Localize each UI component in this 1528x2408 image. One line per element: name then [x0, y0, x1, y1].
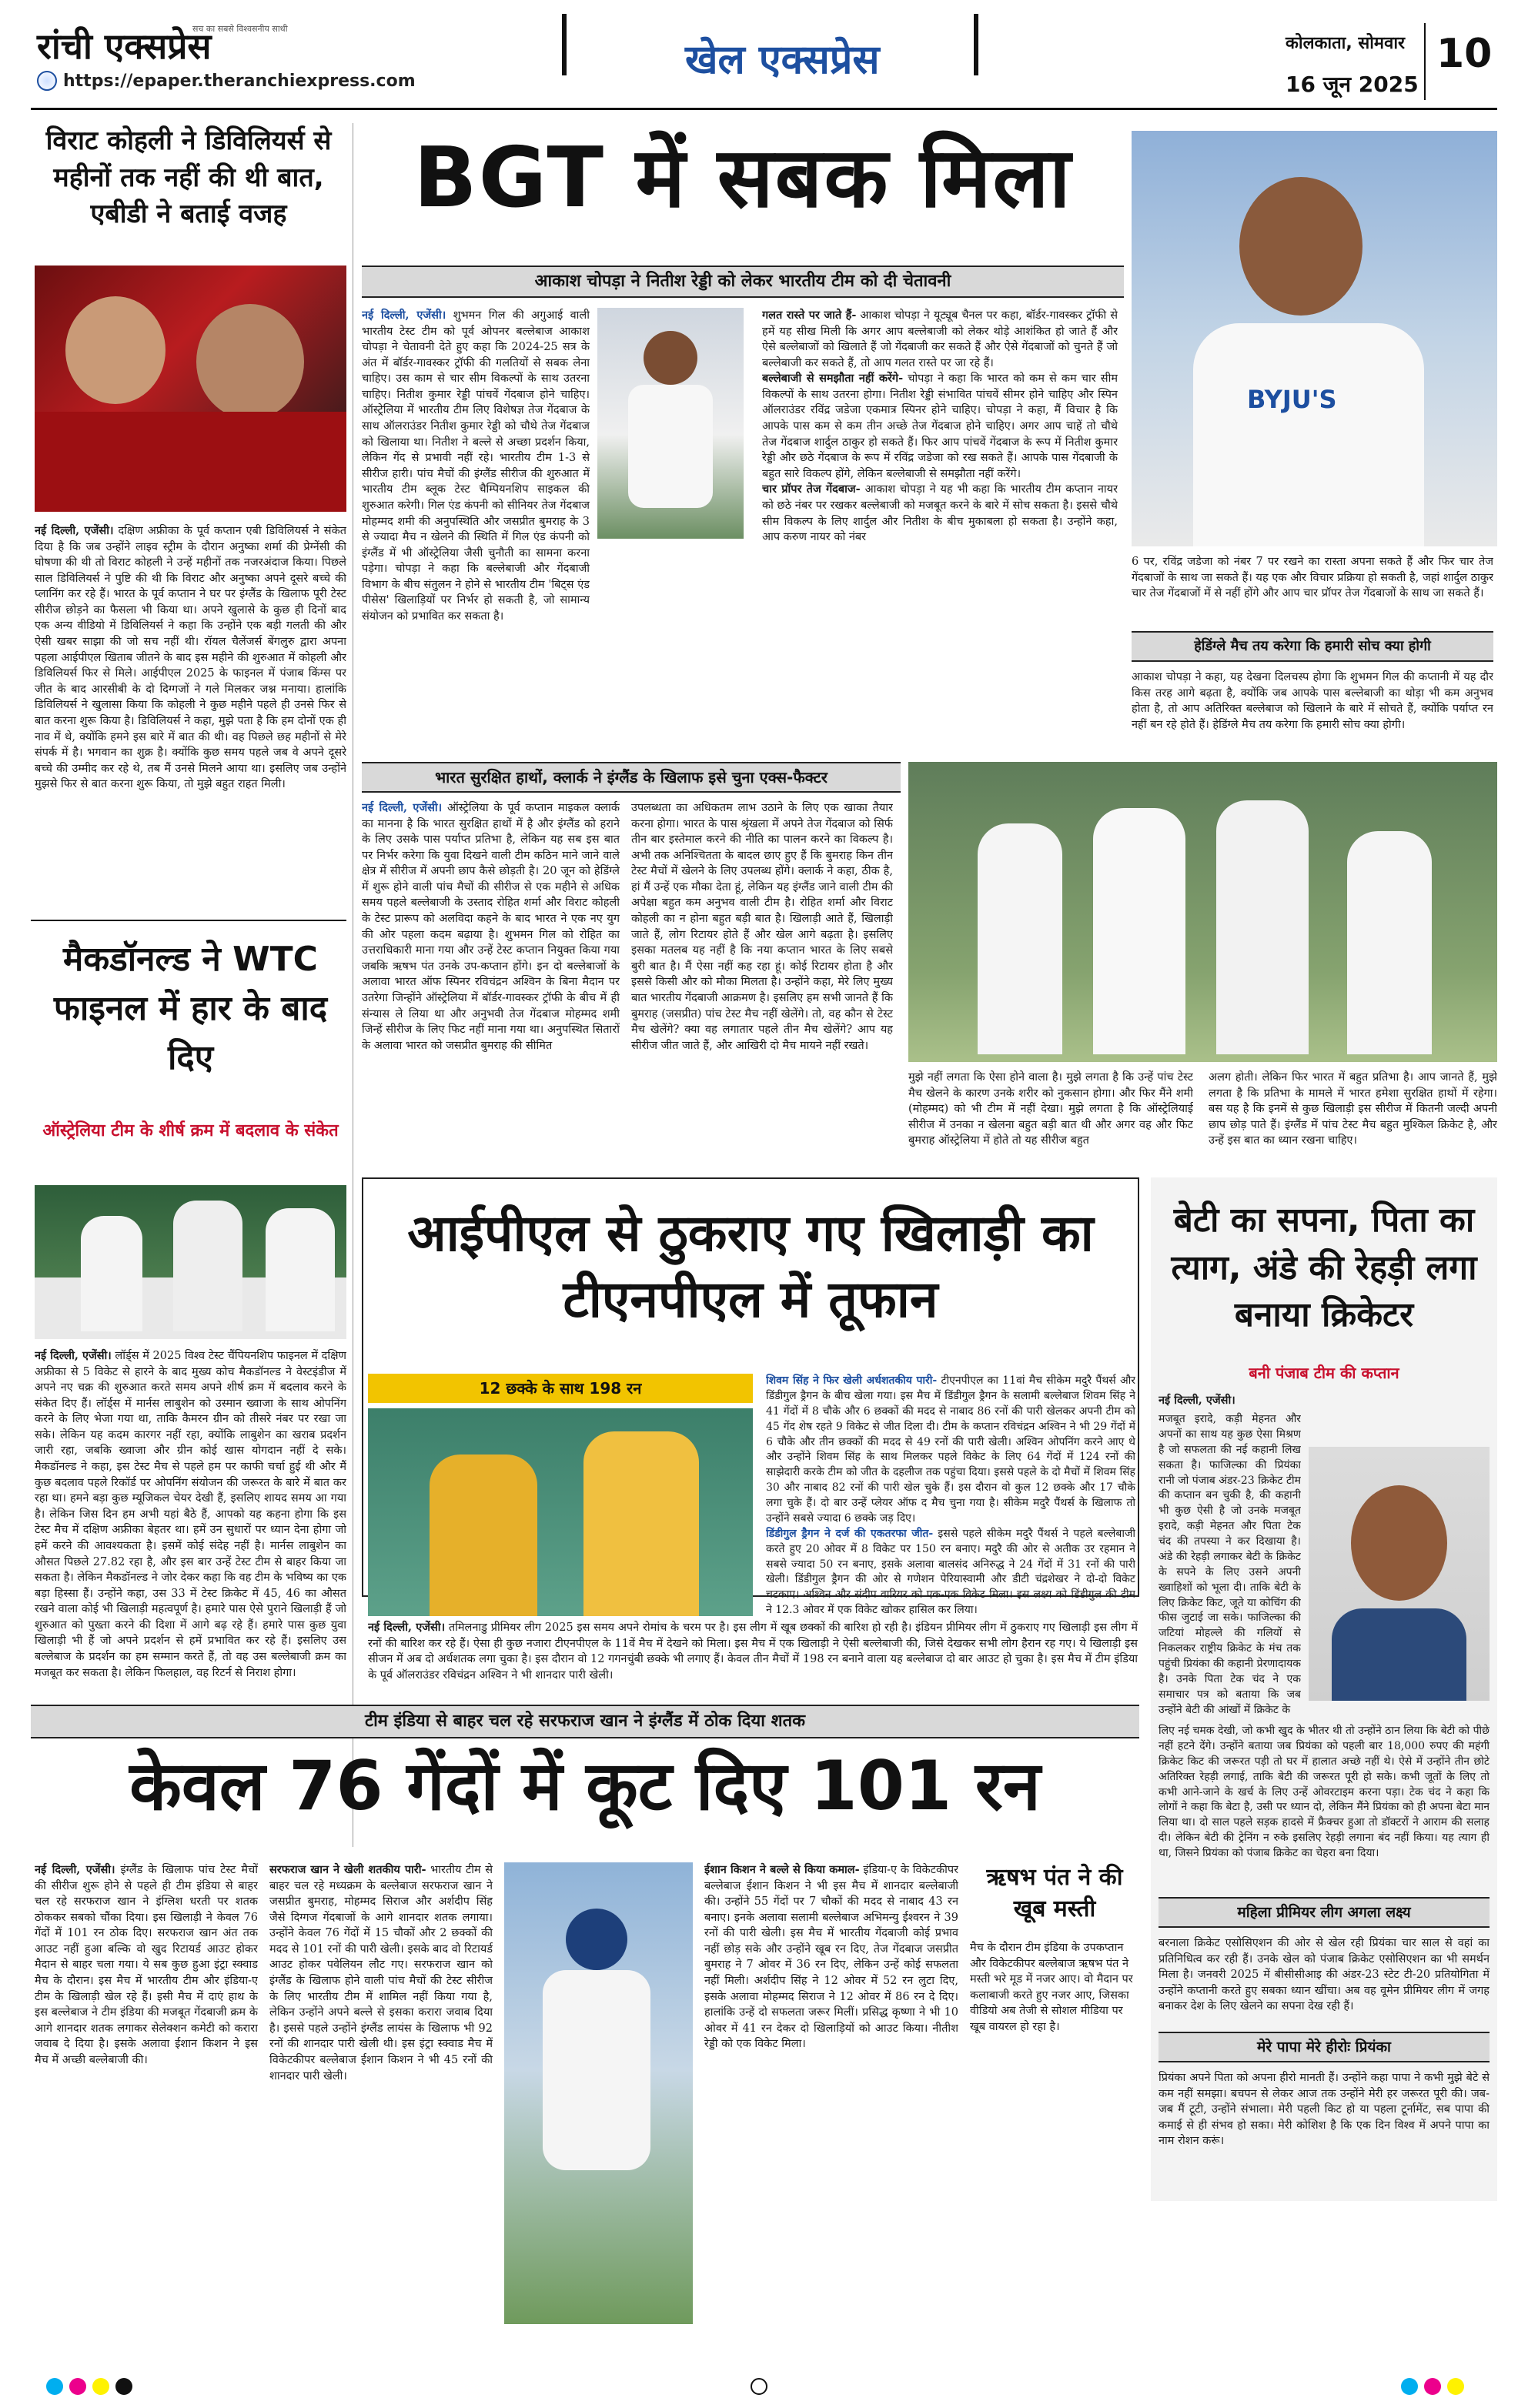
magenta-mark [69, 2378, 86, 2395]
divider [31, 920, 346, 921]
clarke-col2: उपलब्धता का अधिकतम लाभ उठाने के लिए एक खाका तैयार करना होगा। भारत के पास श्रृंखला में अपने तेज गेंदबाज को सिर्फ तीन बार इस्तेमाल करने की नीति का पालन करने का विकल्प है। अभी तक अनिश्चितता के बादल छाए हुए हैं कि बुमराह किन तीन टेस्ट मैचों में खेलने के लिए उपलब्ध होंगे। क्लार्क ने कहा, ठीक है, हां मैं उन्हें एक मौका देता हूं, लेकिन यह इंग्लैंड जाने वाली टीम की अपेक्षा बहुत कम अनुभव वाली टीम है। रोहित शर्मा और विराट कोहली का न होना बहुत बड़ी बात है। खिलाड़ी आते हैं, खिलाड़ी जाते हैं, लोग रिटायर होते हैं और खेल आगे बढ़ता है। इसलिए इसका मतलब यह नहीं है कि नया कप्तान भारत के लिए सबसे बुरी बात है। मैं ऐसा नहीं कह रहा हूं। कोई रिटायर होता है और इससे किसी और को मौका मिलता है। उन्होंने कहा, मेरे लिए मुख्य बात भारतीय गेंदबाजी आक्रमण है। इसलिए हम सभी जानते हैं कि बुमराह (जसप्रीत) पांच टेस्ट मैच नहीं खेलेंगे। तो, वह कौन से टेस्ट मैच खेलेंगे? क्या वह लगातार पहले तीन मैच खेलेंगे? आप यह सीरीज जीत जाते हैं, और आखिरी दो मैच मायने नहीं रखते। [631, 802, 893, 1052]
pant-sidebar [970, 1862, 1139, 2271]
ipl-headline: आईपीएल से ठुकराए गए खिलाड़ी का टीएनपीएल में तूफान [407, 1204, 1094, 1329]
clarke-col4: अलग होती। लेकिन फिर भारत में बहुत प्रतिभा है। आप जानते हैं, मुझे लगता है कि प्रतिभा के मामले में भारत हमेशा सुरक्षित हाथों में रहेगा। बस यह है कि इनमें से कुछ खिलाड़ी इस सीरीज में कितनी जल्दी अपनी छाप छोड़ पाते हैं। इंग्लैंड में पांच टेस्ट मैच बहुत मुश्किल क्रिकेट है, और उन्हें इस बात का ध्यान रखना चाहिए। [1209, 1071, 1497, 1147]
cyan-mark [46, 2378, 63, 2395]
shardul-thakur-photo [1132, 131, 1497, 546]
daughter-lead: नई दिल्ली, एजेंसी। [1159, 1394, 1235, 1407]
bgt-col1: नई दिल्ली, एजेंसी। शुभमन गिल की अगुआई वाली भारतीय टेस्ट टीम को पूर्व ओपनर बल्लेबाज आकाश चोपड़ा ने चेतावनी देते हुए कहा कि 2024-25 सत्र के अंत में बॉर्डर-गावस्कर ट्रॉफी की गलतियों से सबक लेना चाहिए। उस काम से चार सीम विकल्पों के साथ उतरना चाहिए। नितीश कुमार रेड्डी पांचवें गेंदबाज होने चाहिए। ऑस्ट्रेलिया में भारतीय टीम लिए विशेषज्ञ तेज गेंदबाज के साथ ऑलराउंडर नितीश कुमार रेड्डी को चौथे तेज गेंदबाज को खिलाया था। नितीश ने बल्ले से अच्छा प्रदर्शन किया, लेकिन गेंद से प्रभावी नहीं रहे। भारतीय टीम 1-3 से सीरीज हारी। पांच मैचों की इंग्लैंड सीरीज की शुरुआत में भारतीय टीम ब्लूक टेस्ट चैम्पियनशिप साइकल की शुरुआत करेगी। गिल एंड कंपनी को सीनियर तेज गेंदबाज मोहम्मद शमी की अनुपस्थिति और जसप्रीत बुमराह के 3 से ज्यादा मैच न खेलने की स्थिति में गिल एंड कंपनी को इंग्लैंड में भी ऑस्ट्रेलिया जैसी चुनौती का सामना करना पड़ेगा। चोपड़ा ने कहा कि बल्लेबाजी और गेंदबाजी विभाग के बीच संतुलन ने होने से भारतीय टीम 'बिट्स एंड पीसेस' खिलाड़ियों पर निर्भर हो सकती है, जो सामान्य संयोजन को प्रभावित कर सकता है। [362, 309, 590, 623]
section-divider-right [974, 14, 978, 75]
sarfaraz-col3: ईशान किशन ने बल्ले से किया कमाल- इंडिया-ए के विकेटकीपर बल्लेबाज ईशान किशन ने भी इस मैच में शानदार बल्लेबाजी की। उन्होंने 55 गेंदों पर 7 चौकों की मदद से नाबाद 43 रन बनाए। इनके अलावा सलामी बल्लेबाज अभिमन्यु ईश्वरन ने 39 रनों की पारी खेली। इस मैच में भारतीय गेंदबाजी कोई प्रभाव नहीं छोड़ सके और उन्होंने खूब रन दिए, तेज गेंदबाज जसप्रीत बुमराह ने 7 ओवर में 36 रन दिए, लेकिन उन्हें कोई सफलता नहीं मिली। अर्शदीप सिंह ने 12 ओवर में 52 रन लुटा दिए, इसके अलावा मोहम्मद सिराज ने 12 ओवर में 86 रन दे दिए। हालांकि उन्हें दो सफलता जरूर मिलीं। प्रसिद्ध कृष्णा ने भी 10 ओवर में 41 रन देकर दो खिलाड़ियों को आउट किया। नीतीश रेड्डी को एक विकेट मिला। [704, 1863, 958, 2051]
player-face [1239, 177, 1362, 316]
crosshair-mark [751, 2378, 767, 2395]
jersey-sponsor-logo: BYJU'S [1247, 385, 1337, 414]
player-right [1347, 831, 1432, 1054]
bgt-right-subhead: हेडिंग्ले मैच तय करेगा कि हमारी सोच क्या होगी [1132, 631, 1493, 662]
ipl-right-col: शिवम सिंह ने फिर खेली अर्धशतकीय पारी- टीएनपीएल का 11वां मैच सीकेम मदुरै पैंथर्स और डिंडीगुल ड्रैगन के बीच खेला गया। इस मैच में डिंडीगुल ड्रैगन के सलामी बल्लेबाज शिवम सिंह ने 41 गेंदों में 8 चौके और 6 छक्कों की मदद से नाबाद 86 रनों की पारी खेलकर अपनी टीम को 45 गेंद शेष रहते 9 विकेट से जीत दिला दी। टीम के कप्तान रविचंद्रन अश्विन ने भी 29 गेंदों में 6 चौके और तीन छक्कों की मदद से 49 रनों की पारी खेली। अश्विन ओपनिंग करने आए थे और उन्होंने शिवम सिंह के साथ मिलकर पहले विकेट के लिए 64 गेंदों में 124 रनों की साझेदारी करके टीम को जीत के दहलीज तक पहुंचा दिया। इससे पहले के दो मैचों में शिवम सिंह 30 और नाबाद 82 रनों की पारी खेल चुके हैं। इस दौरान वो कुल 12 छक्के और 17 चौके लगा चुके हैं। दो बार उन्हें प्लेयर ऑफ द मैच चुना गया है। सीकेम मदुरै पैंथर्स के खिलाफ तो उन्होंने सबसे ज्यादा 6 छक्के जड़ दिए। डिंडीगुल ड्रैगन ने दर्ज की एकतरफा जीत- इससे पहले सीकेम मदुरै पैंथर्स ने पहले बल्लेबाजी करते हुए 20 ओवर में 8 विकेट पर 150 रन बनाए। मदुरै की ओर से अतीक उर रहमान ने सबसे ज्यादा 50 रन बनाए, इसके अलावा बालसंद अनिरुद्ध ने 24 गेंदों में 31 रनों की पारी खेली। डिंडीगुल ड्रैगन की ओर से गणेशन पेरियास्वामी और डीटी चंद्रशेखर ने दो-दो विकेट चटकाए। अश्विन और संदीप वारियर को एक-एक विकेट मिला। इस लक्ष्य को डिंडीगुल की टीम ने 12.3 ओवर में एक विकेट खोकर हासिल कर लिया। [766, 1374, 1135, 1617]
sarfaraz-headline: केवल 76 गेंदों में कूट दिए 101 रन [129, 1746, 1041, 1825]
bgt-dateline: नई दिल्ली, एजेंसी। [362, 309, 446, 322]
ipl-bottom: नई दिल्ली, एजेंसी। तमिलनाडु प्रीमियर लीग 2025 इस समय अपने रोमांच के चरम पर है। इस लीग में खूब छक्कों की बारिश हो रही है। इंडियन प्रीमियर लीग में ठुकराए गए खिलाड़ी इस लीग में रनों की बारिश कर रहे हैं। ऐसा ही कुछ नजारा टीएनपीएल के 11वें मैच में देखने को मिला। इस मैच में एक खिलाड़ी ने ऐसी बल्लेबाजी की, जिसे देखकर सभी लोग हैरान रह गए। ये खिलाड़ी इस सीजन में अब दो अर्धशतक लगा चुका है। इस दौरान वो 12 गगनचुंबी छक्के भी लगाए हैं। केवल तीन मैचों में 198 रन बनाने वाला यह बल्लेबाज दो बार आउट हो चुका है। इस मैच में टीम इंडिया के पूर्व ऑलराउंडर रविचंद्रन अश्विन ने भी शानदार पारी खेली। [368, 1621, 1138, 1682]
bgt-headline: BGT में सबक मिला [413, 130, 1072, 226]
test-jersey [1193, 323, 1424, 546]
bgt-right-p2: आकाश चोपड़ा ने कहा, यह देखना दिलचस्प होगा कि शुभमन गिल की कप्तानी में यह दौर किस तरह आगे बढ़ता है, क्योंकि जब आपके पास बल्लेबाजी का थोड़ा भी कम अनुभव होता है, तो आप अतिरिक्त बल्लेबाज को खिलाने के बारे में सोचते हैं, क्योंकि पर्याप्त रन नहीं बन रहे होते हैं। हेडिंग्ले मैच तय करेगा कि हमारी सोच क्या होगी। [1132, 671, 1493, 731]
india-team-celebration-photo [908, 762, 1497, 1062]
daughter-body-top: मजबूत इरादे, कड़ी मेहनत और अपनों का साथ यह कुछ ऐसा मिश्रण है जो सफलता की नई कहानी लिख सकता है। फाजिल्का की प्रियंका रानी जो पंजाब अंडर-23 क्रिकेट टीम की कप्तान बन चुकी है, की कहानी भी कुछ ऐसी है जो उनके मजबूत इरादे, कड़ी मेहनत और पिता टेक चंद की तपस्या ने कर दिखाया है। अंडे की रेहड़ी लगाकर बेटी के क्रिकेट के सपने के लिए उसने अपनी ख्वाहिशों को भूला दी। ताकि बेटी के लिए क्रिकेट किट, जूते या कोचिंग की फीस जुटाई जा सके। फाजिल्का की जटियां मोहल्ले की गलियों से निकलकर राष्ट्रीय क्रिकेट के मंच तक पहुंची प्रियंका की कहानी प्रेरणादायक है। उनके पिता टेक चंद ने एक समाचार पत्र को बताया कि जब उन्होंने बेटी की आंखों में क्रिकेट के [1159, 1413, 1301, 1716]
mcdonald-dateline: नई दिल्ली, एजेंसी। [35, 1349, 112, 1362]
priyanka-portrait-photo [1309, 1447, 1490, 1701]
daughter-sub2-text: प्रियंका अपने पिता को अपना हीरो मानती हैं। उन्होंने कहा पापा ने कभी मुझे बेटे से कम नहीं समझा। बचपन से लेकर आज तक उन्होंने मेरी हर जरूरत पूरी की। जब-जब मैं टूटी, उन्होंने संभाला। मेरी पहली किट हो या पहला टूर्नामेंट, सब पापा की कमाई से ही संभव हो सका। मेरी कोशिश है कि एक दिन विश्व में अपने पापा का नाम रोशन करूं। [1159, 2072, 1490, 2148]
portrait-face [1351, 1485, 1447, 1601]
yellow-mark-right [1447, 2378, 1464, 2395]
page-no-divider [1424, 23, 1426, 100]
nitish-reddy-photo [597, 308, 744, 539]
clarke-col1: नई दिल्ली, एजेंसी। ऑस्ट्रेलिया के पूर्व कप्तान माइकल क्लार्क का मानना है कि भारत सुरक्षित हाथों में है और इंग्लैंड को हराने के लिए उसके पास पर्याप्त प्रतिभा है, लेकिन यह सब इस बात पर निर्भर करेगा कि युवा दिखने वाली टीम कठिन माने जाने वाले क्षेत्र में सीरीज में अपनी छाप कैसे छोड़ती है। 20 जून को हेडिंग्ले में शुरू होने वाली पांच मैचों की सीरीज से एक महीने से अधिक समय पहले बल्लेबाजी के उस्ताद रोहित शर्मा और विराट कोहली के टेस्ट प्रारूप को अलविदा कहने के बाद भारत ने एक नए युग की ओर पहला कदम बढ़ाया है। शुभमन गिल को रोहित का उत्तराधिकारी माना गया और उन्हें टेस्ट कप्तान नियुक्त किया गया जबकि ऋषभ पंत उनके उप-कप्तान होंगे। इन दो बल्लेबाजों के अलावा भारत ऑफ स्पिनर रविचंद्रन अश्विन के बिना मैदान पर उतरेगा जिन्होंने ऑस्ट्रेलिया में बॉर्डर-गावस्कर ट्रॉफी के बीच में ही संन्यास ले लिया था और अनुभवी तेज गेंदबाज मोहम्मद शमी जिन्हें सीरीज के लिए फिट नहीं माना गया था। अनुपस्थित सितारों के अलावा भारत को जसप्रीत बुमराह की सीमित [362, 801, 620, 1052]
player-center [173, 1201, 242, 1331]
sarfaraz-kicker: टीम इंडिया से बाहर चल रहे सरफराज खान ने इंग्लैंड में ठोक दिया शतक [31, 1705, 1139, 1738]
kohli-abd-photo [35, 266, 346, 512]
issue-date: 16 जून 2025 [1286, 72, 1419, 97]
daughter-sub1-text: बरनाला क्रिकेट एसोसिएशन की ओर से खेल रही प्रियंका चार साल से वहां का प्रतिनिधित्व कर रही हैं। उनके खेल को पंजाब क्रिकेट एसोसिएशन का भी समर्थन मिला है। जनवरी 2025 में बीसीसीआइ की अंडर-23 स्टेट टी-20 प्रतियोगिता में उन्होंने कप्तानी करते हुए सबका ध्यान खींचा। अब वह वूमेन प्रीमियर लीग में जगह बनाकर देश के लिए खेलने का सपना देख रही हैं। [1159, 1937, 1490, 2013]
kohli-dateline: नई दिल्ली, एजेंसी। [35, 524, 114, 537]
bgt-col2: गलत रास्ते पर जाते हैं- आकाश चोपड़ा ने यूट्यूब चैनल पर कहा, बॉर्डर-गावस्कर ट्रॉफी से हमें यह सीख मिली कि अगर आप बल्लेबाजी को लेकर थोड़े आशंकित हो जाते हैं और ऐसे बल्लेबाजों को खिलाते हैं जो गेंदबाजी कर सकते हैं और ऐसे गेंदबाजों को चुनते हैं जो बल्लेबाजी कर सकते हैं, तो आप गलत रास्ते पर जा रहे हैं। बल्लेबाजी से समझौता नहीं करेंगे- चोपड़ा ने कहा कि भारत को कम से कम चार सीम विकल्पों के साथ उतरना होगा। नितीश रेड्डी संभावित पांचवें सीमर होने चाहिए और स्पिन ऑलराउंडर रविंद्र जडेजा एकमात्र स्पिनर होने चाहिए। चोपड़ा ने कहा, मैं विचार है कि आपके पास कम से कम तीन अच्छे तेज गेंदबाज होने चाहिए। अगर आप चाहें तो चौथे तेज गेंदबाज शार्दुल ठाकुर हो सकते हैं। फिर आप पांचवें गेंदबाज के रूप में नितीश कुमार रेड्डी और छठे गेंदबाज के रूप में रविंद्र जडेजा को रख सकते हैं। आपके पास गेंदबाजी के बहुत सारे विकल्प होंगे, लेकिन बल्लेबाजी से समझौता नहीं करेंगे। चार प्रॉपर तेज गेंदबाज- आकाश चोपड़ा ने यह भी कहा कि भारतीय टीम कप्तान नायर को छठे नंबर पर रखकर बल्लेबाजी को मजबूत करने के बारे में सोच सकता है। इससे चौथे सीम विकल्प के लिए शार्दुल और नितीश के बीच मुकाबला हो सकता है। उन्होंने कहा, आप करुण नायर को नंबर [762, 309, 1118, 544]
paper-logo: रांची एक्सप्रेस [37, 25, 212, 67]
mcdonald-text: लॉर्ड्स में 2025 विश्व टेस्ट चैंपियनशिप फाइनल में दक्षिण अफ्रीका से 5 विकेट से हारने के बाद मुख्य कोच मैकडॉनल्ड ने वेस्टइंडीज में अपने नए चक्र की शुरुआत करते समय अपने शीर्ष क्रम में बदलाव करने के संकेत दिए हैं। लॉर्ड्स में मार्नस लाबुशेन को उस्मान ख्वाजा के साथ ओपनिंग करने के लिए भेजा गया था, ताकि कैमरन ग्रीन को तीसरे नंबर पर रखा जा सके। लेकिन यह कदम कारगर नहीं रहा, क्योंकि लाबुशेन का खराब प्रदर्शन जारी रहा, जबकि ख्वाजा और ग्रीन कोई खास योगदान नहीं दे सके। मैकडॉनल्ड ने कहा, इस टेस्ट मैच से पहले हम पर काफी चर्चा हुई थी और मैं कुछ बदलाव पहले रिकॉर्ड पर ओपनिंग संयोजन की जरूरत के बारे में बात कर रहा था। हमने बड़ा कुछ म्यूजिकल चेयर देखी हैं, इसलिए शायद समय आ गया है। लेकिन जिस दिन हम अभी यहां बैठे हैं, आपको यह कहना होगा कि इस टेस्ट मैच में दक्षिण अफ्रीका बेहतर था। हमें उन सुधारों पर ध्यान देना होगा जो हमें करने की आवश्यकता है। इसमें कोई संदेह नहीं है। मार्नस लाबुशेन का औसत पिछले 27.82 रहा है, और इस बार उन्हें टेस्ट टीम से बाहर किया जा सकता है। लेकिन मैकडॉनल्ड ने जोर देकर कहा कि वह टीम के भविष्य का एक बड़ा हिस्सा हैं। उन्होंने कहा, उस 33 में टेस्ट क्रिकेट में 45, 46 का औसत रखने वाला कोई भी खिलाड़ी महत्वपूर्ण है। हमारे पास ऐसे पुराने खिलाड़ी हैं जो शुरुआत को पुख्ता करने की दिशा में आगे बढ़ रहे हैं। हमारे पास कुछ युवा खिलाड़ी भी हैं जो अपने प्रदर्शन से हमें प्रभावित कर रहे हैं। इसलिए उस बल्लेबाज के प्रदर्शन का हम सम्मान करते हैं, तो वह उस बल्लेबाजी क्रम का मजबूत कर सकता है। लेकिन फिलहाल, वह रिटर्न से निराश होगा। [35, 1350, 346, 1679]
logo-tagline: सच का सबसे विश्वसनीय साथी [192, 24, 288, 34]
ipl-kicker: 12 छक्के के साथ 198 रन [368, 1374, 753, 1403]
sarfaraz-col2: सरफराज खान ने खेली शतकीय पारी- भारतीय टीम से बाहर चल रहे मध्यक्रम के बल्लेबाज सरफराज खान ने जसप्रीत बुमराह, मोहम्मद सिराज और अर्शदीप सिंह जैसे दिग्गज गेंदबाजों के आगे शानदार शतक लगाया। उन्होंने केवल 76 गेंदों में 15 चौकों और 2 छक्कों की मदद से 101 रनों की पारी खेली। इसके बाद वो रिटायर्ड आउट होकर पवेलियन लौट गए। सरफराज खान को इंग्लैंड के खिलाफ होने वाली पांच मैचों की टेस्ट सीरीज के लिए भारतीय टीम में शामिल नहीं किया गया है, लेकिन उन्होंने अपने बल्ले से इसका करारा जवाब दिया है। इससे पहले उन्होंने इंग्लैंड लायंस के खिलाफ भी 92 रनों की शानदार पारी खेली थी। इस इंट्रा स्क्वाड मैच में विकेटकीपर बल्लेबाज ईशान किशन ने भी 45 रनों की शानदार पारी खेली। [269, 1863, 493, 2082]
clarke-col3: मुझे नहीं लगता कि ऐसा होने वाला है। मुझे लगता है कि उन्हें पांच टेस्ट मैच खेलने के कारण उनके शरीर को नुकसान होगा। और फिर मैंने शमी (मोहम्मद) को भी टीम में नहीं देखा। मुझे लगता है कि ऑस्ट्रेलियाई सीरीज में उनका न खेलना बहुत बड़ी बात थी और अगर वह और फिट बुमराह ऑस्ट्रेलिया में होते तो यह सीरीज बहुत [908, 1071, 1193, 1147]
player-face-2 [196, 304, 304, 419]
kohli-headline: विराट कोहली ने डिविलियर्स से महीनों तक नहीं की थी बात, एबीडी ने बताई वजह [45, 125, 332, 230]
magenta-mark-right [1424, 2378, 1441, 2395]
player-56 [266, 1208, 335, 1331]
player-right-jersey [583, 1431, 699, 1616]
kohli-story [31, 123, 346, 233]
mcdonald-kicker: ऑस्ट्रेलिया टीम के शीर्ष क्रम में बदलाव के संकेत [42, 1121, 339, 1141]
section-divider-left [562, 14, 567, 75]
rcb-jersey [35, 412, 346, 512]
kohli-body [35, 523, 346, 912]
player-siraj [1093, 808, 1185, 1054]
player-left [978, 823, 1062, 1054]
daughter-sub1: महिला प्रीमियर लीग अगला लक्ष्य [1159, 1897, 1490, 1928]
bgt-right-p1: 6 पर, रविंद्र जडेजा को नंबर 7 पर रखने का रास्ता अपना सकते हैं और फिर चार तेज गेंदबाजों के साथ जा सकते हैं। यह एक और विचार प्रक्रिया हो सकती है, जहां शार्दुल ठाकुर चार तेज गेंदबाजों में से नहीं होंगे और आप चार प्रॉपर तेज गेंदबाजों के साथ जा सकते हैं। [1132, 556, 1493, 600]
daughter-kicker: बनी पंजाब टीम की कप्तान [1249, 1364, 1399, 1382]
batsman-helmet [566, 1909, 627, 1970]
masthead-rule [31, 108, 1497, 110]
player-center [1216, 800, 1309, 1054]
player-face-1 [65, 296, 166, 404]
portrait-shirt [1332, 1608, 1466, 1701]
tnpl-players-photo [368, 1408, 753, 1616]
epaper-url[interactable]: https://epaper.theranchiexpress.com [37, 71, 416, 91]
player-23-jersey [430, 1454, 537, 1616]
kohli-text: दक्षिण अफ्रीका के पूर्व कप्तान एबी डिविलियर्स ने संकेत दिया है कि जब उन्होंने लाइव स्ट्रीम के दौरान अनुष्का शर्मा की प्रेग्नेंसी की घोषणा की थी तो विराट कोहली ने उन्हें महीनों तक नजरअंदाज किया। पिछले साल डिविलियर्स ने पुष्टि की थी कि विराट और अनुष्का अपने दूसरे बच्चे की प्लानिंग कर रहे हैं। भारत के पूर्व कप्तान ने घर पर इंग्लैंड के खिलाफ पूरी टेस्ट सीरीज छोड़ने का फैसला भी किया था। अपने खुलासे के कुछ ही दिनों बाद एक अन्य वीडियो में डिविलियर्स ने कहा कि उन्होंने एक बड़ी गलती की और ऐसी खबर साझा की जो सच नहीं थी। रॉयल चैलेंजर्स बेंगलुरु द्वारा अपना पहला आईपीएल खिताब जीतने के बाद इस महीने की शुरुआत में कोहली और डिविलियर्स फिर से मिले। आईपीएल 2025 के फाइनल में पंजाब किंग्स पर जीत के बाद आरसीबी के दो दिग्गजों ने गले मिलकर जश्न मनाया। हालांकि डिविलियर्स ने खुलासा किया कि कोहली ने कुछ महीने पहले ही उनसे फिर से बात करना शुरू किया है। डिविलियर्स ने कहा, मुझे पता है कि हम दोनों एक ही नाव में थे, क्योंकि हमने इस बारे में बात की थी। वह पिछले छह महीनों से मेरे संपर्क में है। भगवान का शुक्र है। क्योंकि कुछ समय पहले जब वे अपने दूसरे बच्चे की उम्मीद कर रहे थे, तब मैं उनसे मिलने आया था। इसलिए जब उन्होंने मुझसे फिर से बात करना शुरू किया, तो मुझे बहुत राहत मिली। [35, 525, 346, 791]
daughter-body-bottom: लिए नई चमक देखी, जो कभी खुद के भीतर थी तो उन्होंने ठान लिया कि बेटी को पीछे नहीं हटने देंगे। उन्होंने बताया जब प्रियंका को पहली बार 18,000 रुपए की महंगी क्रिकेट किट की जरूरत पड़ी तो घर में हालात अच्छे नहीं थे। ऐसे में उन्होंने तीन छोटे अतिरिक्त रेहड़ी लगाई, ताकि बेटी की जरूरत पूरी हो सके। कभी जूतों के लिए तो कभी आने-जाने के खर्च के लिए उन्हें ओवरटाइम करना पड़ा। टेक चंद ने कहा कि लोगों ने कहा कि बेटा है, उसी पर ध्यान दो, लेकिन मैंने प्रियंका को ही अपना बेटा मान लिया था। दो साल पहले सड़क हादसे में फ्रैक्चर हुआ तो डॉक्टरों ने आराम की सलाह दी। लेकिन बेटी की ट्रेनिंग न रुके इसलिए रेहड़ी लगाना बंद नहीं किया। यह त्याग ही था, जिसने प्रियंका को पंजाब क्रिकेट का चेहरा बना दिया। [1159, 1725, 1490, 1859]
yellow-mark [92, 2378, 109, 2395]
section-title: खेल एक्सप्रेस [685, 37, 880, 83]
player-33 [81, 1216, 142, 1331]
dateline-city: कोलकाता, सोमवार [1286, 34, 1406, 53]
black-mark [115, 2378, 132, 2395]
bgt-kicker: आकाश चोपड़ा ने नितीश रेड्डी को लेकर भारतीय टीम को दी चेतावनी [362, 266, 1124, 298]
daughter-sub2: मेरे पापा मेरे हीरोः प्रियंका [1159, 2032, 1490, 2062]
mcdonald-headline: मैकडॉनल्ड ने WTC फाइनल में हार के बाद दिए [53, 940, 328, 1077]
bowler-head [644, 331, 697, 385]
sarfaraz-batting-photo [504, 1862, 693, 2324]
cyan-mark-right [1401, 2378, 1418, 2395]
pant-body: मैच के दौरान टीम इंडिया के उपकप्तान और विकेटकीपर बल्लेबाज ऋषभ पंत ने मस्ती भरे मूड में नजर आए। वो मैदान पर कलाबाजी करते हुए नजर आए, जिसका वीडियो अब तेजी से सोशल मीडिया पर खूब वायरल हो रहा है। [970, 1942, 1133, 2033]
daughter-headline: बेटी का सपना, पिता का त्याग, अंडे की रेहड़ी लगा बनाया क्रिकेटर [1171, 1201, 1477, 1335]
bowler-body [628, 385, 713, 508]
batsman-body [543, 1970, 650, 2170]
sarfaraz-col1: नई दिल्ली, एजेंसी। इंग्लैंड के खिलाफ पांच टेस्ट मैचों की सीरीज शुरू होने से पहले ही टीम इंडिया से बाहर चल रहे सरफराज खान ने इंग्लिश धरती पर शतक ठोककर सबको चौंका दिया। इस खिलाड़ी ने केवल 76 गेंदों में 101 रन ठोक दिए। सरफराज खान अंत तक आउट नहीं हुआ बल्कि वो खुद रिटायर्ड आउट होकर मैदान से बाहर चला गया। ये सब कुछ हुआ इंट्रा स्क्वाड मैच के दौरान। इस मैच में भारतीय टीम और इंडिया-ए टीम के खिलाड़ी खेल रहे हैं। इसी मैच में दाएं हाथ के इस बल्लेबाज ने टीम इंडिया की मजबूत गेंदबाजी क्रम के आगे शानदार शतक लगाकर सेलेक्शन कमेटी को करारा जवाब दे दिया है। इसके अलावा ईशान किशन ने इस मैच में अच्छी बल्लेबाजी की। [35, 1863, 258, 2066]
page-number: 10 [1436, 31, 1493, 77]
pant-headline: ऋषभ पंत ने की खूब मस्ती [986, 1864, 1123, 1922]
australia-team-photo [35, 1185, 346, 1339]
globe-icon [37, 71, 57, 91]
clarke-kicker: भारत सुरक्षित हाथों, क्लार्क ने इंग्लैंड के खिलाफ इसे चुना एक्स-फैक्टर [362, 762, 901, 793]
